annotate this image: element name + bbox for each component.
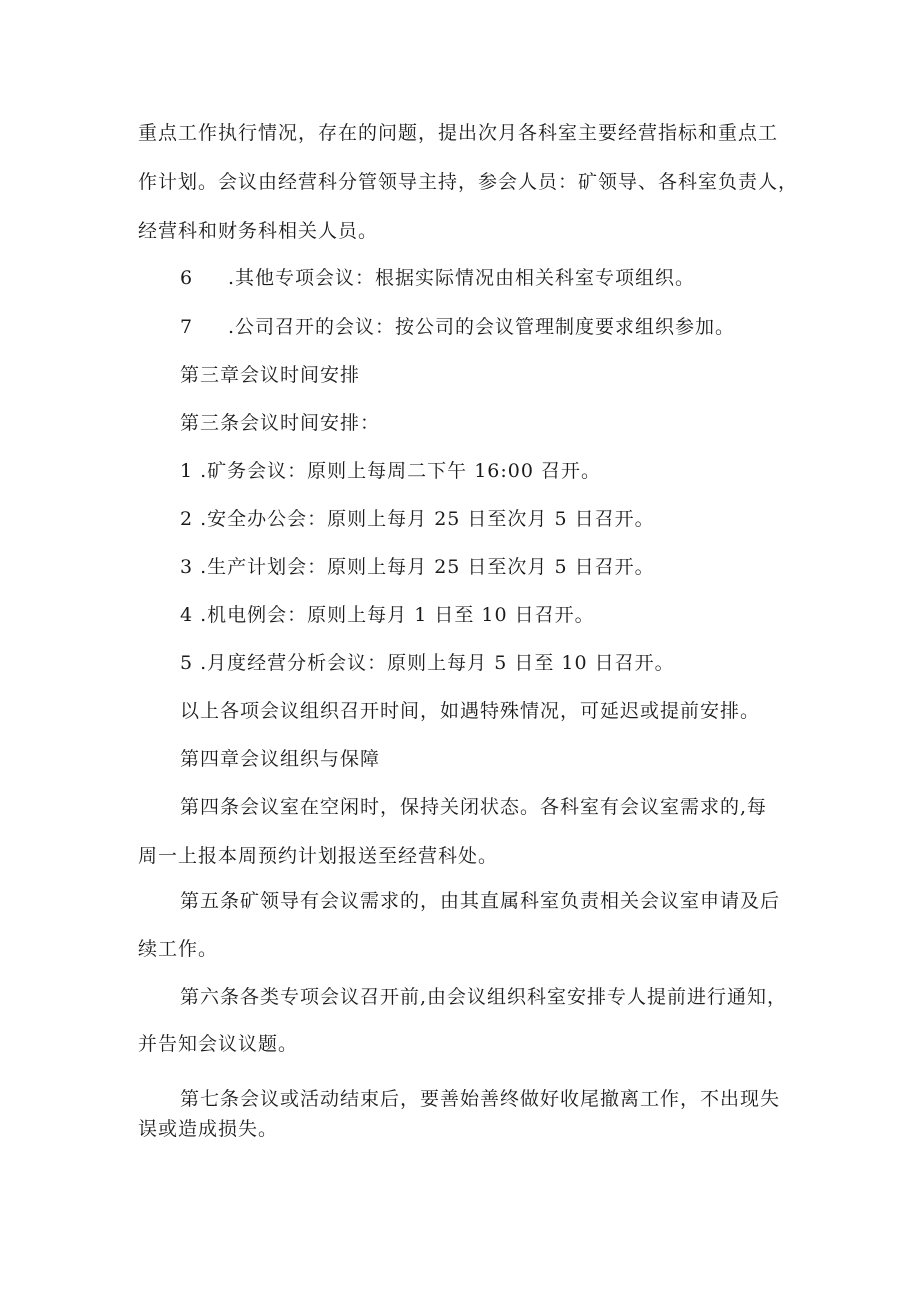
list-item: 3 .生产计划会：原则上每月 25 日至次月 5 日召开。: [180, 556, 655, 578]
paragraph-line: 并告知会议议题。: [138, 1033, 299, 1055]
paragraph-line: 经营科和财务科相关人员。: [138, 220, 379, 242]
list-item-text: .其他专项会议：根据实际情况由相关科室专项组织。: [228, 267, 696, 289]
list-item: 5 .月度经营分析会议：原则上每月 5 日至 10 日召开。: [180, 652, 675, 674]
paragraph-line: 第四条会议室在空闲时，保持关闭状态。各科室有会议室需求的,每: [180, 796, 768, 818]
article-heading: 第三条会议时间安排：: [180, 412, 381, 434]
list-item-number: 7: [180, 316, 194, 338]
paragraph-line: 重点工作执行情况，存在的问题，提出次月各科室主要经营指标和重点工: [138, 122, 779, 144]
paragraph-line: 周一上报本周预约计划报送至经营科处。: [138, 845, 499, 867]
paragraph-line: 续工作。: [138, 938, 219, 960]
chapter-heading: 第三章会议时间安排: [180, 364, 361, 386]
chapter-heading: 第四章会议组织与保障: [180, 748, 381, 770]
list-item: 4 .机电例会：原则上每月 1 日至 10 日召开。: [180, 604, 595, 626]
paragraph-line: 第七条会议或活动结束后，要善始善终做好收尾撤离工作，不出现失: [180, 1088, 781, 1110]
paragraph-line: 第六条各类专项会议召开前,由会议组织科室安排专人提前进行通知，: [180, 986, 788, 1008]
list-item: 2 .安全办公会：原则上每月 25 日至次月 5 日召开。: [180, 508, 655, 530]
list-item: 1 .矿务会议：原则上每周二下午 16:00 召开。: [180, 460, 602, 482]
list-item: [180, 266, 695, 290]
list-item: [180, 315, 735, 339]
paragraph-line: 误或造成损失。: [138, 1118, 279, 1140]
paragraph-line: 以上各项会议组织召开时间，如遇特殊情况，可延迟或提前安排。: [180, 700, 761, 722]
paragraph-line: 作计划。会议由经营科分管领导主持，参会人员：矿领导、各科室负责人，: [138, 171, 799, 193]
list-item-number: 6: [180, 267, 194, 289]
list-item-text: .公司召开的会议：按公司的会议管理制度要求组织参加。: [228, 316, 736, 338]
paragraph-line: 第五条矿领导有会议需求的，由其直属科室负责相关会议室申请及后: [180, 890, 781, 912]
